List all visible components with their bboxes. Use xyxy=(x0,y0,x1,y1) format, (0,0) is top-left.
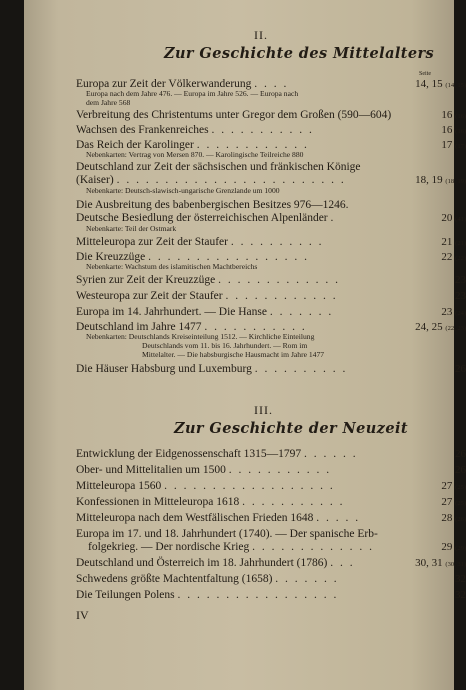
toc-entry[interactable]: Westeuropa zur Zeit der Staufer . . . . . . . . . . . . 23 xyxy=(76,290,466,302)
part3-roman-numeral: III. xyxy=(254,403,273,417)
toc-page xyxy=(24,0,466,690)
toc-entry[interactable]: Wachsen des Frankenreiches . . . . . . . . . . . 16 (16) xyxy=(76,124,466,136)
toc-entry[interactable]: Das Reich der Karolinger . . . . . . . . . . . . 17 (17) xyxy=(76,139,466,151)
toc-entry[interactable]: Deutschland im Jahre 1477 . . . . . . . . . . . 24, 25 (22, 23) xyxy=(76,321,466,333)
toc-entry[interactable]: Konfessionen in Mitteleuropa 1618 . . . . . . . . . . . 27 (25) xyxy=(76,496,466,508)
toc-entry[interactable]: Deutschland und Österreich im 18. Jahrhundert (1786) . . . 30, 31 (30, 31) xyxy=(76,557,466,569)
page-number-footer: IV xyxy=(76,608,89,622)
part2-roman-numeral: II. xyxy=(254,28,268,42)
toc-entry[interactable]: Schwedens größte Machtentfaltung (1658) . . . . . . . 32 xyxy=(76,573,466,585)
toc-entry[interactable]: Entwicklung der Eidgenossenschaft 1315—1797 . . . . . . 26 xyxy=(76,448,466,460)
map-subnote: Europa nach dem Jahre 476. — Europa im Jahre 526. — Europa nach xyxy=(86,89,299,98)
toc-entry[interactable]: Die Teilungen Polens . . . . . . . . . . . . . . . . . 32 xyxy=(76,589,466,601)
toc-entry[interactable]: Europa im 17. und 18. Jahrhundert (1740). — Der spanische Erb- xyxy=(76,528,378,540)
toc-entry-continued: Deutsche Besiedlung der österreichischen Alpenländer . 20 (41) xyxy=(76,212,466,224)
map-subnote: Nebenkarte: Wachstum des islamitischen Machtbereichs xyxy=(86,262,258,271)
toc-entry[interactable]: Deutschland zur Zeit der sächsischen und fränkischen Könige xyxy=(76,161,361,173)
map-subnote: Nebenkarte: Deutsch-slawisch-ungarische Grenzlande um 1000 xyxy=(86,186,280,195)
toc-entry[interactable]: Die Ausbreitung des babenbergischen Besitzes 976—1246. xyxy=(76,199,349,211)
map-subnote: Nebenkarten: Vertrag von Mersen 870. — Karolingische Teilreiche 880 xyxy=(86,150,304,159)
toc-entry[interactable]: Die Häuser Habsburg und Luxemburg . . . . . . . . . . 26 xyxy=(76,363,466,375)
map-subnote: dem Jahre 568 xyxy=(86,98,131,107)
toc-entry[interactable]: Mitteleuropa 1560 . . . . . . . . . . . . . . . . . . 27 (25) xyxy=(76,480,466,492)
map-subnote: Nebenkarten: Deutschlands Kreiseinteilung 1512. — Kirchliche Einteilung xyxy=(86,332,315,341)
toc-entry[interactable]: Ober- und Mittelitalien um 1500 . . . . . . . . . . . 26 xyxy=(76,464,466,476)
toc-entry[interactable]: Mitteleuropa zur Zeit der Staufer . . . . . . . . . . 21 (21) xyxy=(76,236,466,248)
part3-heading: Zur Geschichte der Neuzeit xyxy=(174,420,408,437)
toc-entry-continued: (Kaiser) . . . . . . . . . . . . . . . . . . . . . . . . 18, 19 (18, 19) xyxy=(76,174,466,186)
page-column-label: Seite xyxy=(419,71,431,77)
toc-entry[interactable]: Syrien zur Zeit der Kreuzzüge . . . . . . . . . . . . . 23 xyxy=(76,274,466,286)
toc-entry[interactable]: Die Kreuzzüge . . . . . . . . . . . . . . . . . 22 (22) xyxy=(76,251,466,263)
toc-entry[interactable]: Mitteleuropa nach dem Westfälischen Frieden 1648 . . . . . 28 (26) xyxy=(76,512,466,524)
toc-entry-continued: folgekrieg. — Der nordische Krieg . . . . . . . . . . . . . 29 (29) xyxy=(88,541,466,553)
part2-heading: Zur Geschichte des Mittelalters xyxy=(164,45,435,62)
map-subnote: Nebenkarte: Teil der Ostmark xyxy=(86,224,177,233)
toc-entry[interactable]: Europa zur Zeit der Völkerwanderung . . . . 14, 15 (14, 15) xyxy=(76,78,466,90)
map-subnote: Deutschlands vom 11. bis 16. Jahrhundert. — Rom im xyxy=(142,341,308,350)
toc-entry[interactable]: Europa im 14. Jahrhundert. — Die Hanse . . . . . . . 23 (24) xyxy=(76,306,466,318)
map-subnote: Mittelalter. — Die habsburgische Hausmacht im Jahre 1477 xyxy=(142,350,325,359)
toc-entry[interactable]: Verbreitung des Christentums unter Gregor dem Großen (590—604) 16 (16) xyxy=(76,109,466,121)
